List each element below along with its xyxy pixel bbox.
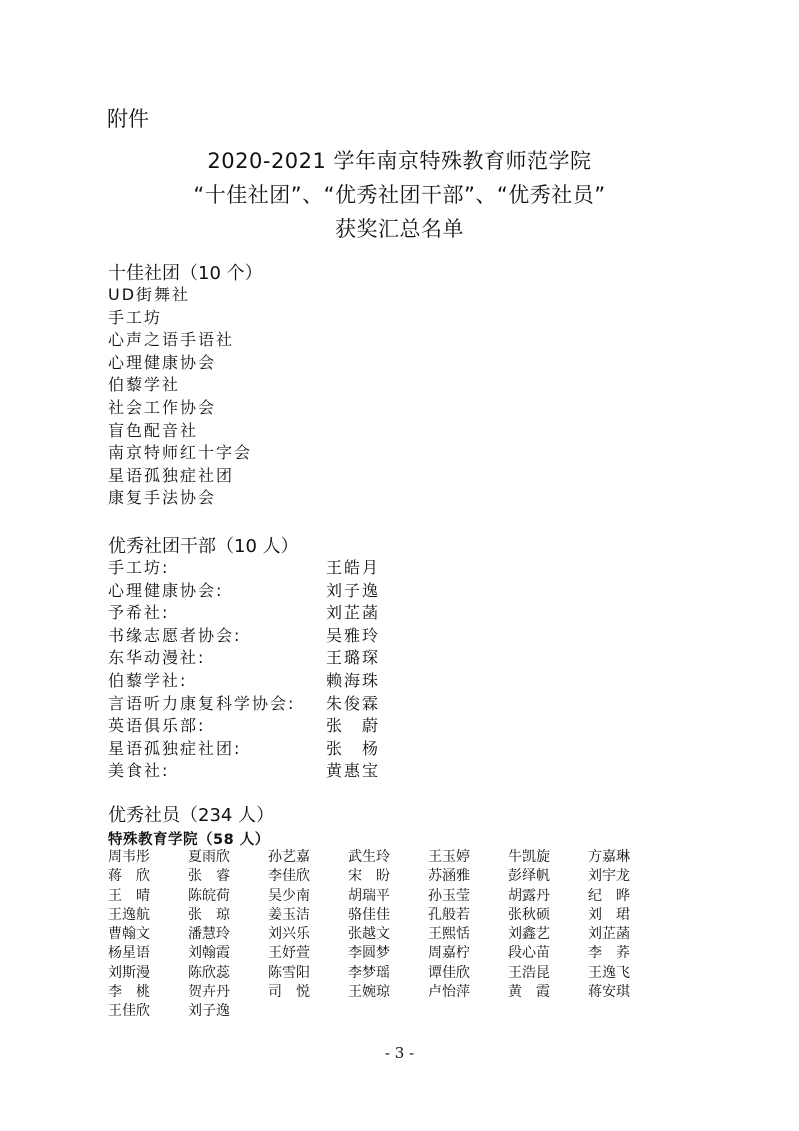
member-name: 周嘉柠: [428, 945, 470, 962]
member-name: 姜玉洁: [268, 906, 310, 923]
list-item: 伯藜学社: [108, 375, 181, 395]
list-item: 心声之语手语社: [108, 330, 235, 350]
member-name: 牛凯旋: [508, 849, 550, 865]
member-name: 刘兴乐: [268, 926, 310, 943]
member-name: 刘芷菡: [588, 926, 630, 943]
member-name: 王浩昆: [508, 964, 550, 981]
cadres-heading: 优秀社团干部（10 人）: [108, 536, 299, 557]
school-subheading: 特殊教育学院（58 人）: [108, 832, 270, 848]
member-name: 王玉婷: [428, 849, 470, 865]
member-name: 谭佳欣: [428, 964, 470, 981]
cadre-row: [108, 625, 668, 648]
member-name: 段心苗: [508, 945, 550, 962]
cadre-row: [108, 693, 668, 716]
cadre-club: 英语俱乐部:: [108, 716, 206, 736]
cadres-list: [108, 557, 668, 783]
list-item: 心理健康协会: [108, 352, 217, 372]
cadre-name: 张 蔚: [326, 716, 381, 736]
cadre-name: 吴雅玲: [326, 625, 381, 645]
member-name: 王熙恬: [428, 926, 470, 943]
member-name: 李梦瑶: [348, 964, 390, 981]
member-name: 李 荞: [588, 945, 630, 962]
member-name: 杨星语: [108, 945, 150, 962]
list-item: 盲色配音社: [108, 420, 199, 440]
member-name: 李 桃: [108, 984, 150, 1001]
member-name: 张越文: [348, 926, 390, 943]
list-item: 星语孤独症社团: [108, 465, 235, 485]
member-name: 孙艺嘉: [268, 849, 310, 865]
list-item: 手工坊: [108, 307, 163, 327]
member-name: 孙玉莹: [428, 887, 470, 904]
title-line-2: “十佳社团”、“优秀社团干部”、“优秀社员”: [193, 183, 606, 207]
member-name: 胡瑞平: [348, 887, 390, 904]
member-name: 苏涵雅: [428, 868, 470, 885]
title-line-1: 2020-2021 学年南京特殊教育师范学院: [207, 149, 592, 173]
member-name: 王逸航: [108, 906, 150, 923]
cadre-name: 刘子逸: [326, 580, 381, 600]
member-name: 王逸飞: [588, 964, 630, 981]
attachment-label: 附件: [107, 107, 149, 131]
member-name: 潘慧玲: [188, 926, 230, 943]
member-name: 刘斯漫: [108, 964, 150, 981]
cadre-name: 张 杨: [326, 738, 381, 758]
member-name: 李圆梦: [348, 945, 390, 962]
top-clubs-list: [108, 284, 252, 510]
cadre-name: 刘芷菡: [326, 603, 381, 623]
cadre-club: 言语听力康复科学协会:: [108, 693, 296, 713]
member-name: 吴少南: [268, 887, 310, 904]
cadre-name: 赖海珠: [326, 670, 381, 690]
cadre-row: [108, 670, 668, 693]
top-clubs-heading: 十佳社团（10 个）: [108, 263, 263, 284]
member-name: 司 悦: [268, 984, 310, 1001]
title-line-3: 获奖汇总名单: [335, 217, 464, 241]
cadre-row: [108, 738, 668, 761]
cadre-club: 手工坊:: [108, 558, 170, 577]
list-item: 社会工作协会: [108, 397, 217, 417]
member-name: 曹翰文: [108, 926, 150, 943]
member-name: 王妤萱: [268, 945, 310, 962]
cadre-row: [108, 715, 668, 738]
member-name: 蒋安琪: [588, 984, 630, 1001]
cadre-club: 东华动漫社:: [108, 648, 206, 668]
list-item: 康复手法协会: [108, 488, 217, 508]
member-name: 陈雪阳: [268, 964, 310, 981]
cadre-club: 美食社:: [108, 761, 170, 781]
member-name: 贺卉丹: [188, 984, 230, 1001]
cadre-name: 王皓月: [326, 558, 381, 577]
cadre-club: 予希社:: [108, 603, 170, 623]
cadre-row: [108, 580, 668, 603]
list-item: 南京特师红十字会: [108, 443, 253, 463]
member-name: 刘子逸: [188, 1003, 230, 1020]
cadre-name: 王璐琛: [326, 648, 381, 668]
member-name: 周韦彤: [108, 849, 150, 865]
cadre-row: [108, 647, 668, 670]
member-name: 夏雨欣: [188, 849, 230, 865]
member-name: 刘鑫艺: [508, 926, 550, 943]
cadre-name: 黄惠宝: [326, 761, 381, 781]
member-name: 卢怡萍: [428, 984, 470, 1001]
member-name: 张 琼: [188, 906, 230, 923]
member-name: 刘 珺: [588, 906, 630, 923]
member-name: 武生玲: [348, 849, 390, 865]
list-item: UD街舞社: [108, 285, 191, 304]
member-name: 王佳欣: [108, 1003, 150, 1020]
cadre-club: 心理健康协会:: [108, 580, 224, 600]
document-title: [0, 144, 799, 246]
cadre-club: 伯藜学社:: [108, 670, 188, 690]
member-name: 李佳欣: [268, 868, 310, 885]
member-name: 张秋硕: [508, 906, 550, 923]
member-name: 黄 霞: [508, 984, 550, 1001]
member-name: 宋 盼: [348, 868, 390, 885]
member-name: 蒋 欣: [108, 868, 150, 885]
member-name: 方嘉琳: [588, 849, 630, 865]
member-name: 陈欣蕊: [188, 964, 230, 981]
member-name: 张 睿: [188, 868, 230, 885]
member-name: 骆佳佳: [348, 906, 390, 923]
member-name: 刘宇龙: [588, 868, 630, 885]
page-number: - 3 -: [384, 1044, 415, 1062]
member-name: 彭绎帆: [508, 868, 550, 885]
member-name: 陈皖荷: [188, 887, 230, 904]
member-name: 胡露丹: [508, 887, 550, 904]
member-name: 孔般若: [428, 906, 470, 923]
member-name: 刘翰霞: [188, 945, 230, 962]
member-name: 王 晴: [108, 887, 150, 904]
cadre-name: 朱俊霖: [326, 693, 381, 713]
member-name: 王婉琼: [348, 984, 390, 1001]
cadre-row: [108, 760, 668, 783]
member-name: 纪 晔: [588, 887, 630, 904]
members-heading: 优秀社员（234 人）: [108, 805, 275, 826]
cadre-row: [108, 602, 668, 625]
cadre-club: 书缘志愿者协会:: [108, 625, 242, 645]
member-name-grid: [108, 848, 668, 1022]
cadre-club: 星语孤独症社团:: [108, 738, 242, 758]
cadre-row: [108, 557, 668, 580]
